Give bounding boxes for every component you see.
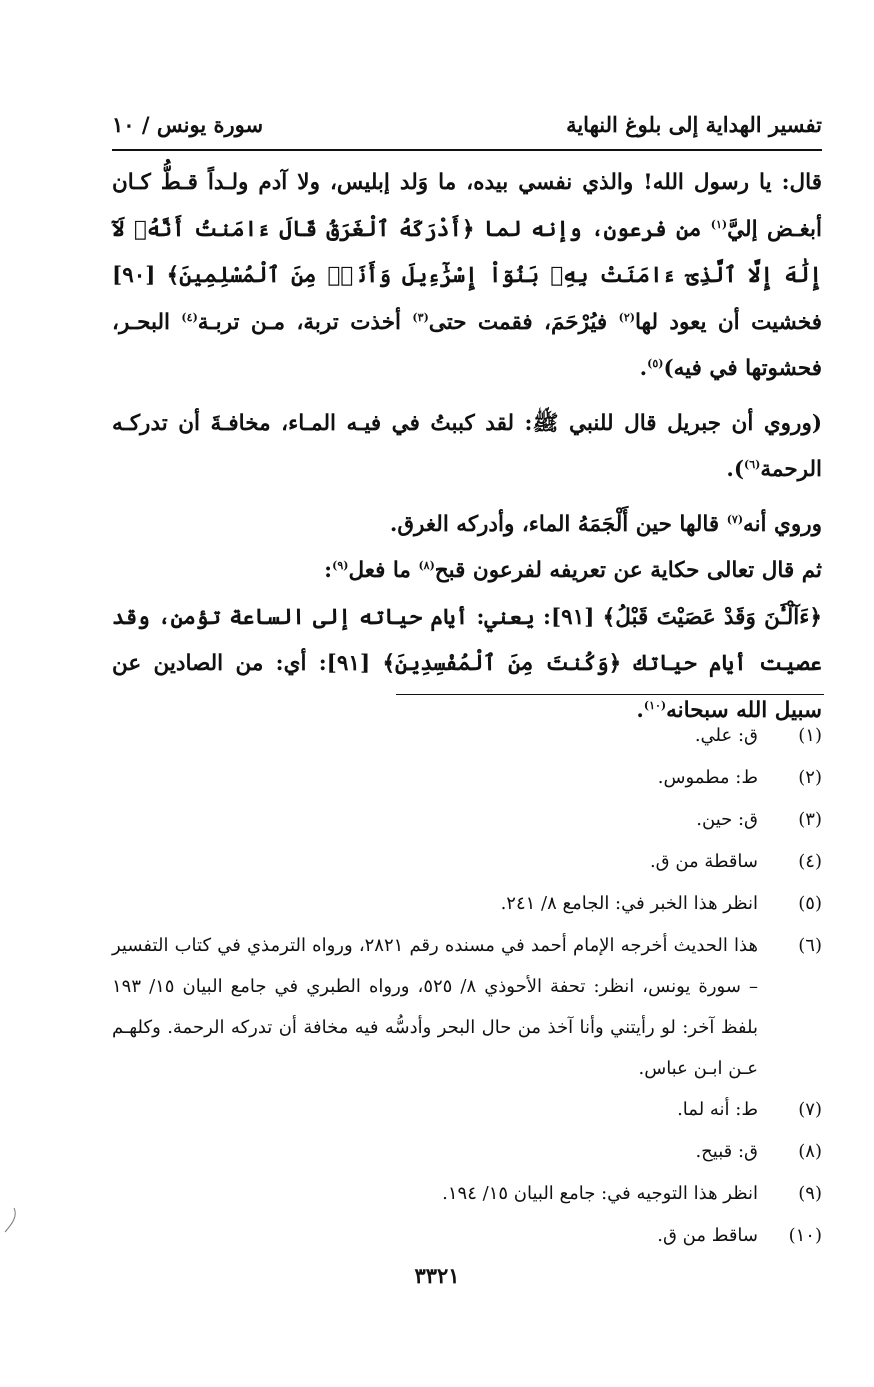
footnote-number: (٣) — [798, 809, 822, 830]
footnote-text: ق: قبيح. — [695, 1141, 758, 1162]
footnote-number: (٦) — [798, 935, 822, 956]
footnote-number: (١٠) — [788, 1225, 822, 1246]
footnote-item — [112, 925, 822, 1089]
footnote-item — [112, 757, 822, 799]
footnote-item — [112, 1173, 822, 1215]
paragraph-3: وروي أنه$^{(٧)}$ قالها حين أَلْجَمَهُ الماء، وأدركه الغرق. — [389, 511, 822, 537]
footnote-item — [112, 1215, 822, 1257]
footnote-text: ساقط من ق. — [657, 1225, 758, 1246]
footnote-text: انظر هذا التوجيه في: جامع البيان ١٥/ ١٩٤. — [442, 1183, 758, 1204]
running-header — [112, 112, 822, 142]
footnote-ref-3: (٣) — [412, 310, 429, 324]
surah-label: سورة يونس / ١٠ — [112, 112, 264, 137]
paragraph-4: ثم قال تعالى حكاية عن تعريفه لفرعون قبح$^{(٨)}$ ما فعل$^{(٩)}$: — [324, 558, 822, 583]
footnote-text: ق: حين. — [696, 809, 758, 830]
footnote-item — [112, 841, 822, 883]
footnote-item — [112, 1089, 822, 1131]
footnote-number: (٨) — [798, 1141, 822, 1162]
footnote-separator — [396, 694, 824, 695]
footnote-ref-7: (٧) — [726, 512, 744, 526]
footnote-ref-5: (٥) — [647, 356, 664, 370]
main-text — [112, 160, 822, 734]
footnote-number: (٥) — [798, 893, 822, 914]
page-edge-mark — [2, 1206, 18, 1234]
footnote-ref-6: (٦) — [744, 457, 761, 471]
footnote-number: (٩) — [798, 1183, 822, 1204]
footnote-number: (١) — [798, 725, 822, 746]
footnote-ref-9: (٩) — [332, 558, 349, 572]
paragraph-5: ﴿ءَآلْـَٰٔنَ وَقَدْ عَصَيْتَ قَبْلُ﴾ [٩١]: يعني: أيام حياته إلى الساعة تؤمن، وقد عصيت أيام حياتك ﴿وَكُنتَ مِنَ ٱلْمُفْسِدِينَ﴾ [٩١]: أي: من الصادين عن سبيل الله سبحانه$^{(١٠)}$. — [112, 604, 822, 723]
footnote-item — [112, 799, 822, 841]
footnote-text: ساقطة من ق. — [649, 851, 758, 872]
paragraph-1: قال: يا رسول الله! والذي نفسي بيده، ما وَلد إبليس، ولا آدم ولـداً قـطُّ كـان أبغـض إليَّ$^{(١)}$ من فرعون، وإنه لما ﴿أَدْرَكَهُ ٱلْغَرَقُ قَالَ ءَامَنتُ أَنَّهُۥ لَآ إِلَٰهَ إِلَّا ٱلَّذِىٓ ءَامَنَتْ بِهِۦ بَنُوٓاْ إِسْرَٰٓءِيلَ وَأَنَا۠ مِنَ ٱلْمُسْلِمِينَ﴾ [٩٠] فخشيت أن يعود لها$^{(٢)}$ فيُرْحَمَ، فقمت حتى$^{(٣)}$ أخذت تربة، مـن تربـة$^{(٤)}$ البحـر، فحشوتها في فيه)$^{(٥)}$. — [112, 170, 823, 381]
footnote-ref-8: (٨) — [418, 558, 435, 572]
footnote-text: هذا الحديث أخرجه الإمام أحمد في مسنده رقم ٢٨٢١، ورواه الترمذي في كتاب التفسير – سورة يونس، انظر: تحفة الأحوذي ٨/ ٥٢٥، ورواه الطبري في جامع البيان ١٥/ ١٩٣ بلفظ آخر: لو رأيتني وأنا آخذ من حال البحر وأدسُّه فيه مخافة أن تدركه الرحمة. وكلهـم عـن ابـن عباس. — [112, 935, 758, 1079]
footnote-text: ط: أنه لما. — [677, 1099, 758, 1120]
footnote-text: انظر هذا الخبر في: الجامع ٨/ ٢٤١. — [500, 893, 758, 914]
paragraph-2: (وروي أن جبريل قال للنبي ﷺ: لقد كببتُ في فيـه المـاء، مخافـةَ أن تدركـه الرحمة$^{(٦)}$). — [112, 410, 822, 482]
footnote-text: ط: مطموس. — [657, 767, 758, 788]
footnote-text: ق: علي. — [694, 725, 758, 746]
footnote-item — [112, 883, 822, 925]
footnote-ref-4: (٤) — [181, 310, 198, 324]
page-number: ٣٣٢١ — [414, 1263, 460, 1288]
footnote-number: (٢) — [798, 767, 822, 788]
footnote-item — [112, 715, 822, 757]
footnote-ref-1: (١) — [710, 217, 728, 231]
footnote-number: (٤) — [798, 851, 822, 872]
footnote-ref-2: (٢) — [618, 310, 635, 324]
footnotes — [112, 715, 822, 1257]
footnote-number: (٧) — [798, 1099, 822, 1120]
book-title: تفسير الهداية إلى بلوغ النهاية — [566, 112, 822, 137]
footnote-ref-10: (١٠) — [643, 698, 667, 712]
footnote-item — [112, 1131, 822, 1173]
header-rule — [112, 149, 822, 151]
